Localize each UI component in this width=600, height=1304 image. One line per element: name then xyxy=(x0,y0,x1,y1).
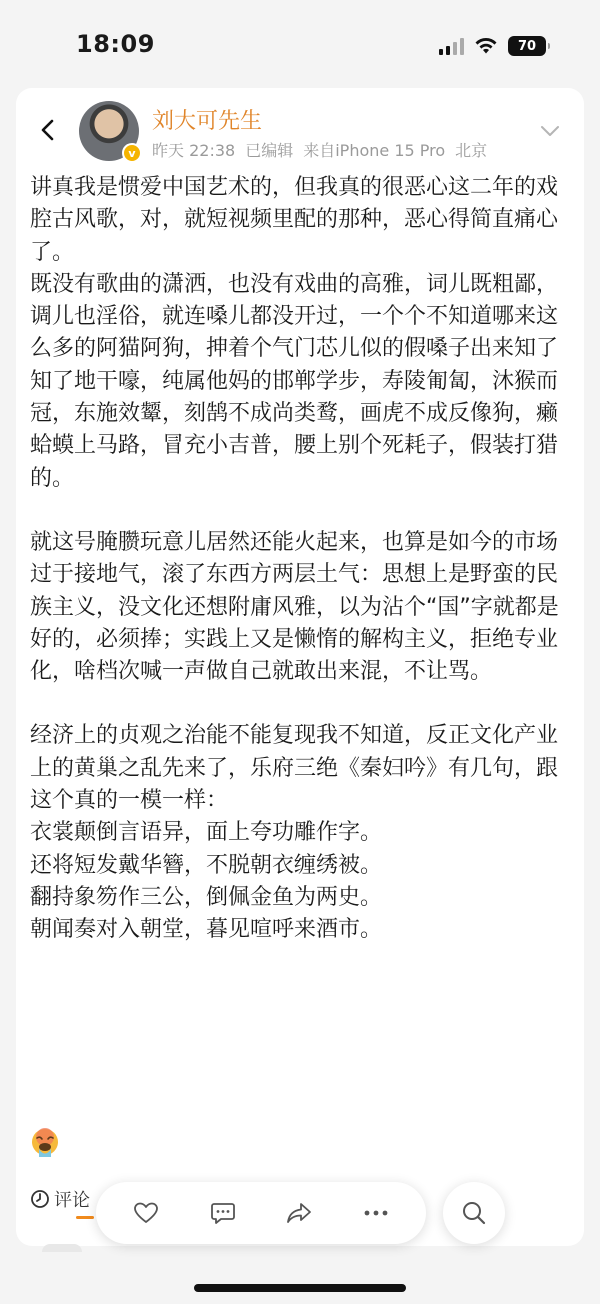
comment-button[interactable] xyxy=(203,1193,243,1233)
poem-line: 朝闻奏对入朝堂，暮见喧呼来酒市。 xyxy=(30,917,383,943)
verified-badge-icon: v xyxy=(122,143,142,163)
tab-comments-label: 评论 xyxy=(54,1190,90,1211)
post-card xyxy=(16,88,584,1246)
status-bar xyxy=(0,0,600,90)
battery-icon xyxy=(508,36,546,56)
edited-label[interactable]: 已编辑 xyxy=(245,141,294,160)
status-time: 18:09 xyxy=(76,30,155,58)
back-arrow-icon xyxy=(43,121,52,139)
poem-line: 翻持象笏作三公，倒佩金鱼为两史。 xyxy=(30,884,383,910)
heart-icon xyxy=(133,1201,159,1225)
share-icon xyxy=(286,1201,312,1225)
search-button[interactable] xyxy=(443,1182,505,1244)
active-tab-indicator xyxy=(76,1216,94,1219)
status-icons xyxy=(439,36,546,56)
tab-comments[interactable] xyxy=(30,1186,90,1212)
comment-icon xyxy=(210,1201,236,1225)
author-name[interactable]: 刘大可先生 xyxy=(152,109,263,134)
post-meta xyxy=(152,138,487,161)
more-button[interactable] xyxy=(356,1193,396,1233)
like-button[interactable] xyxy=(126,1193,166,1233)
post-paragraph: 讲真我是惯爱中国艺术的，但我真的很恶心这二年的戏腔古风歌，对，就短视频里配的那种，恶心得简直痛心了。 xyxy=(30,175,559,265)
search-icon xyxy=(461,1200,487,1226)
back-button[interactable] xyxy=(36,118,60,142)
post-body xyxy=(30,172,578,947)
poem-line: 还将短发戴华簪，不脱朝衣缠绣被。 xyxy=(30,852,383,878)
post-source: 来自iPhone 15 Pro xyxy=(303,141,446,160)
post-time: 昨天 22:38 xyxy=(152,141,236,160)
comment-avatar xyxy=(42,1244,82,1252)
battery-level: 70 xyxy=(517,38,537,54)
more-icon xyxy=(363,1209,389,1217)
post-paragraph: 经济上的贞观之治能不能复现我不知道，反正文化产业上的黄巢之乱先来了，乐府三绝《秦妇吟》有几句，跟这个真的一模一样： xyxy=(30,723,559,814)
floating-action-bar xyxy=(96,1182,426,1244)
wifi-icon xyxy=(474,37,498,55)
post-paragraph: 就这号腌臜玩意儿居然还能火起来，也算是如今的市场过于接地气，滚了东西方两层土气：思想上是野蛮的民族主义，没文化还想附庸风雅，以为沾个“国”字就都是好的，必须捧；实践上又是懒惰的解构主义，拒绝专业化，啥档次喊一声做自己就敢出来混，不让骂。 xyxy=(30,529,559,685)
clock-icon xyxy=(30,1189,50,1209)
chevron-down-icon[interactable] xyxy=(540,124,560,138)
share-button[interactable] xyxy=(279,1193,319,1233)
post-location: 北京 xyxy=(455,141,488,160)
author-avatar[interactable] xyxy=(79,101,139,161)
cellular-signal-icon xyxy=(439,37,464,55)
poem-line: 衣裳颠倒言语异，面上夸功雕作字。 xyxy=(30,820,383,846)
vomiting-face-emoji-icon xyxy=(30,1128,60,1158)
home-indicator[interactable] xyxy=(194,1284,406,1292)
post-paragraph: 既没有歌曲的潇洒，也没有戏曲的高雅，词儿既粗鄙，调儿也淫俗，就连嗓儿都没开过，一个个不知道哪来这么多的阿猫阿狗，抻着个气门芯儿似的假嗓子出来知了知了地干嚎，纯属他妈的邯郸学步，寿陵匍匐，沐猴而冠，东施效颦，刻鹄不成尚类鹜，画虎不成反像狗，癞蛤蟆上马路，冒充小吉普，腰上别个死耗子，假装打猎的。 xyxy=(30,271,559,491)
